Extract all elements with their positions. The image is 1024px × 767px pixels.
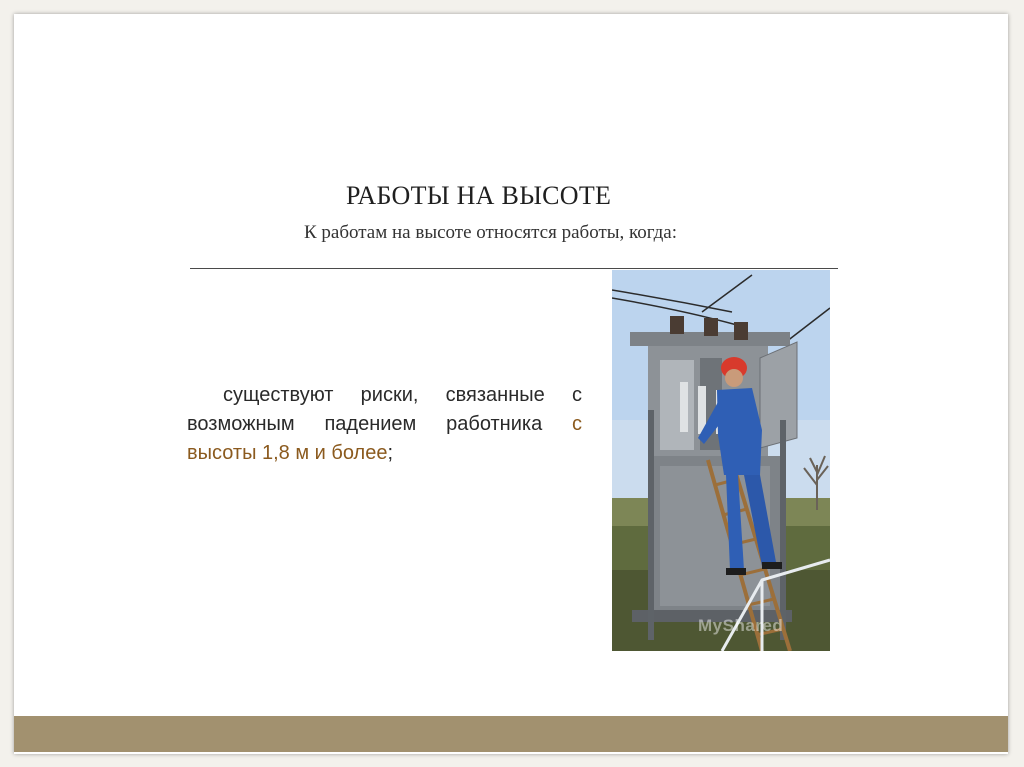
title-divider [190,268,838,269]
body-text-end: ; [387,442,394,464]
body-text-highlight: с высоты 1,8 м и более [187,413,582,464]
body-text-plain: существуют риски, связанные с возможным падением работника [187,384,582,435]
photo-watermark: MyShared [698,616,784,635]
worker-transformer-photo [612,270,830,651]
slide-subtitle: К работам на высоте относятся работы, когда: [304,222,678,243]
photo-illustration [612,270,830,651]
slide-title: РАБОТЫ НА ВЫСОТЕ [346,181,612,210]
slide-body-text [187,381,582,468]
slide-footer-band [14,716,1008,752]
